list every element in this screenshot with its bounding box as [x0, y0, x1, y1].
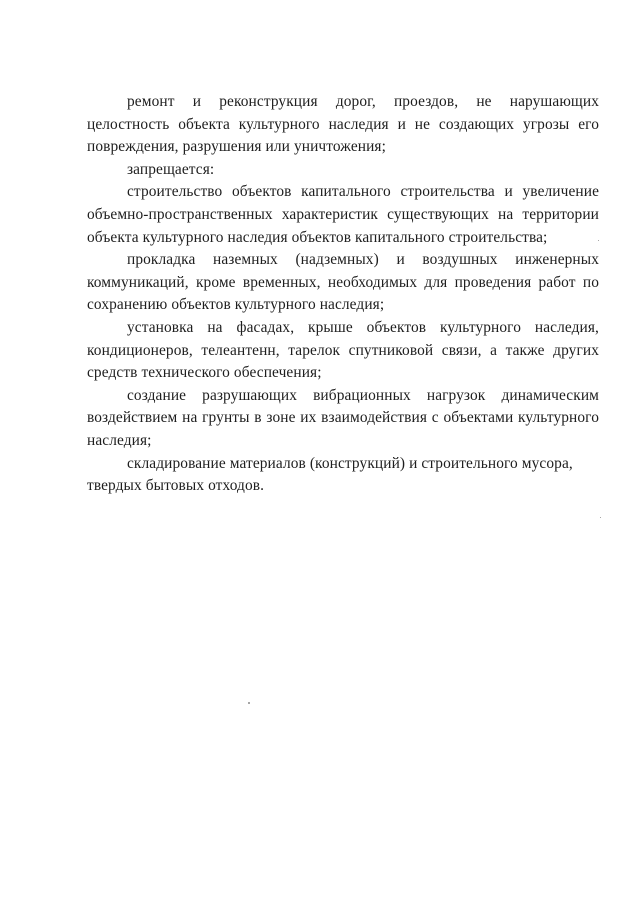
paragraph-vibration-loads: создание разрушающих вибрационных нагрузок динамическим воздействием на грунты в зоне их взаимодействия с объектами культурного наследия;	[87, 386, 599, 449]
paragraph-construction: строительство объектов капитального строительства и увеличение объемно-пространственных характеристик существующих на территории объекта культурного наследия объектов капитального строительства;	[87, 183, 599, 246]
scan-speck	[248, 702, 250, 704]
paragraph-utilities: прокладка наземных (надземных) и воздушных инженерных коммуникаций, кроме временных, необходимых для проведения работ по сохранению объектов культурного наследия;	[87, 251, 599, 314]
scan-speck	[600, 517, 601, 518]
paragraph-road-repair: ремонт и реконструкция дорог, проездов, не нарушающих целостность объекта культурного наследия и не создающих угрозы его повреждения, разрушения или уничтожения;	[87, 93, 599, 156]
document-text	[87, 91, 599, 498]
paragraph-facade-equipment: установка на фасадах, крыше объектов культурного наследия, кондиционеров, телеантенн, тарелок спутниковой связи, а также других средств технического обеспечения;	[87, 318, 599, 382]
scan-speck	[598, 240, 599, 241]
paragraph-prohibited-heading: запрещается:	[127, 160, 215, 178]
paragraph-storage-waste: складирование материалов (конструкций) и строительного мусора, твердых бытовых отходов.	[87, 454, 573, 495]
